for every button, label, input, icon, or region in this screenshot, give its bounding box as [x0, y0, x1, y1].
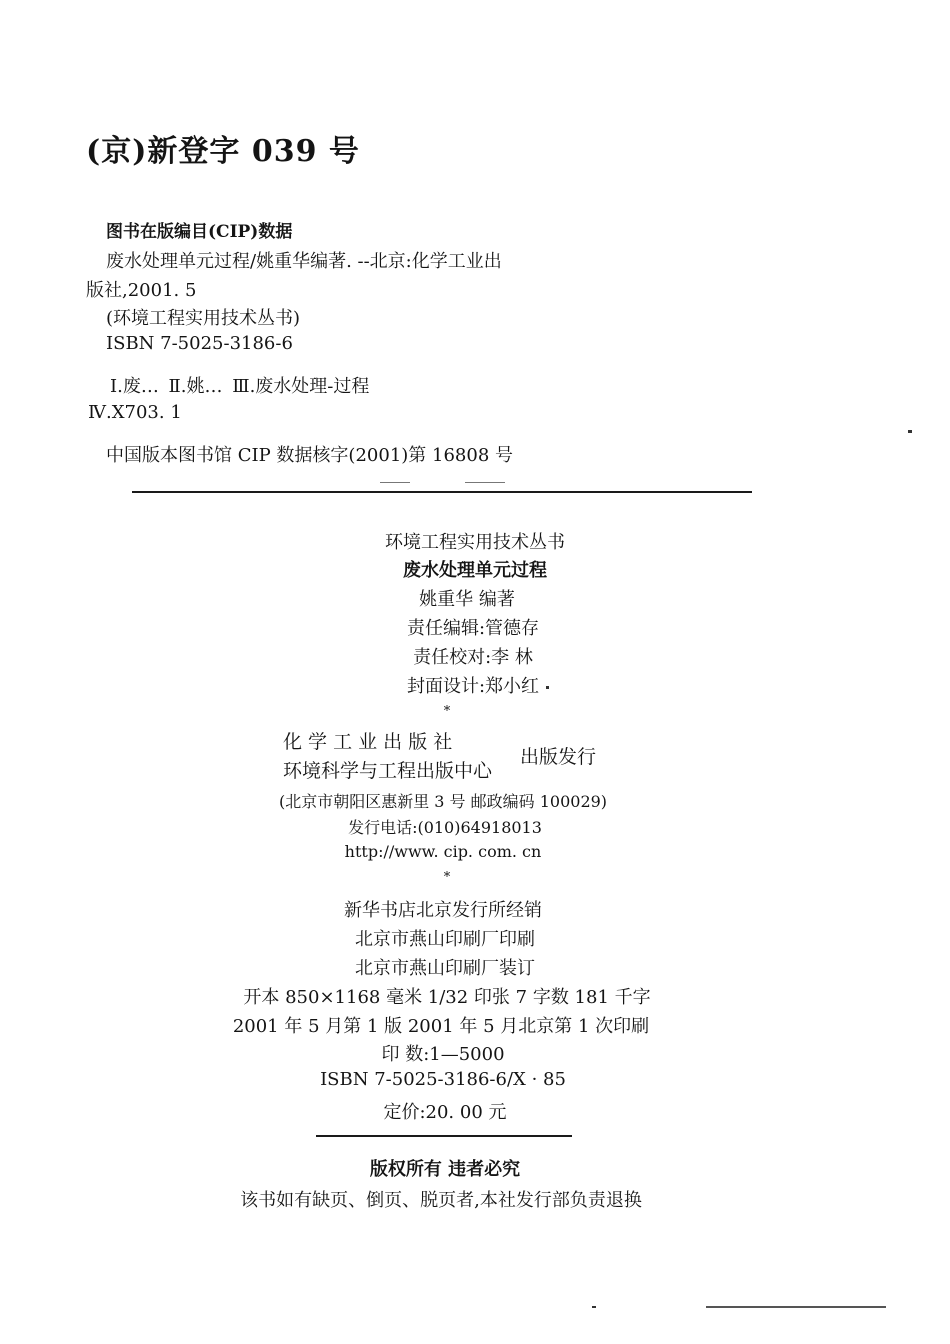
scan-speck	[592, 1306, 596, 1308]
copyright-notice: 版权所有 违者必究	[369, 1159, 521, 1180]
publisher-address: (北京市朝阳区惠新里 3 号 邮政编码 100029)	[278, 792, 608, 811]
separator-star-2: *	[443, 870, 451, 885]
registration-number: (京)新登字 039 号	[86, 134, 360, 169]
scan-speck	[908, 430, 912, 433]
book-title: 废水处理单元过程	[403, 560, 547, 581]
scan-speck	[380, 482, 410, 483]
top-rule	[132, 491, 752, 493]
scan-speck	[546, 686, 549, 689]
price: 定价:20. 00 元	[383, 1102, 507, 1123]
format-info: 开本 850×1168 毫米 1/32 印张 7 字数 181 千字	[243, 987, 651, 1008]
scan-speck	[706, 1306, 886, 1308]
responsible-editor: 责任编辑:管德存	[406, 618, 540, 639]
cip-classification: Ⅳ.X703. 1	[88, 402, 182, 423]
publisher-center: 环境科学与工程出版中心	[283, 760, 493, 782]
cover-designer: 封面设计:郑小红	[406, 676, 540, 697]
cip-line-2: 版社,2001. 5	[86, 280, 197, 301]
distribution-phone: 发行电话:(010)64918013	[348, 818, 542, 837]
printer: 北京市燕山印刷厂印刷	[355, 929, 535, 950]
cip-line-1: 废水处理单元过程/姚重华编著. --北京:化学工业出	[106, 251, 502, 272]
publisher-name: 化 学 工 业 出 版 社	[283, 731, 453, 753]
edition-info: 2001 年 5 月第 1 版 2001 年 5 月北京第 1 次印刷	[232, 1016, 650, 1037]
cip-subjects: Ⅰ.废… Ⅱ.姚… Ⅲ.废水处理-过程	[110, 376, 370, 397]
responsible-proofreader: 责任校对:李 林	[413, 647, 533, 668]
series-title: 环境工程实用技术丛书	[385, 532, 565, 553]
scan-speck	[465, 482, 505, 483]
publisher-block	[283, 728, 492, 786]
publish-and-distribute: 出版发行	[520, 746, 597, 768]
author: 姚重华 编著	[419, 589, 515, 610]
website: http://www. cip. com. cn	[344, 842, 542, 861]
separator-star: *	[443, 704, 451, 719]
distributor: 新华书店北京发行所经销	[344, 900, 542, 921]
cip-series: (环境工程实用技术丛书)	[106, 308, 301, 329]
bottom-rule	[316, 1135, 572, 1137]
cip-isbn: ISBN 7-5025-3186-6	[106, 333, 293, 354]
print-run: 印 数:1—5000	[381, 1044, 505, 1065]
binder: 北京市燕山印刷厂装订	[355, 958, 535, 979]
cip-record: 中国版本图书馆 CIP 数据核字(2001)第 16808 号	[106, 445, 513, 466]
returns-notice: 该书如有缺页、倒页、脱页者,本社发行部负责退换	[240, 1190, 642, 1211]
cip-heading: 图书在版编目(CIP)数据	[106, 222, 293, 242]
colophon-isbn: ISBN 7-5025-3186-6/X · 85	[320, 1069, 566, 1090]
